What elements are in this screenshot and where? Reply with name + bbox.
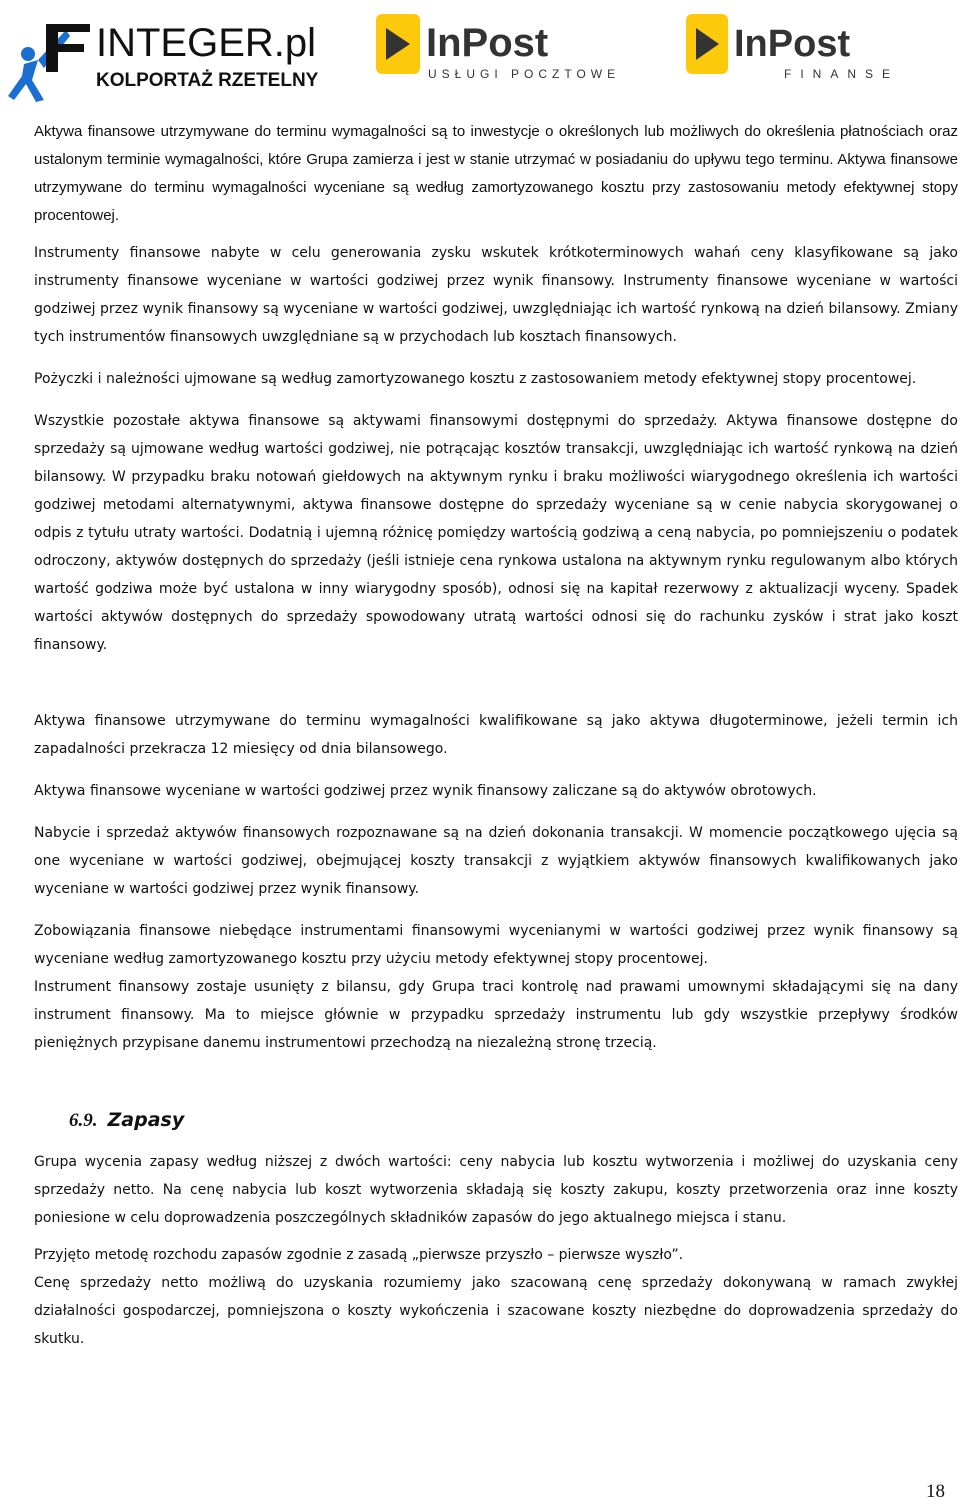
svg-text:INTEGER.pl: INTEGER.pl <box>96 21 317 65</box>
document-body <box>34 118 958 1353</box>
paragraph: Zobowiązania finansowe niebędące instrumentami finansowymi wycenianymi w wartości godziwej przez wynik finansowy są wyceniane według zamortyzowanego kosztu przy użyciu metody efektywnej stopy procentowej. <box>34 923 958 967</box>
paragraph: Pożyczki i należności ujmowane są według zamortyzowanego kosztu z zastosowaniem metody efektywnej stopy procentowej. <box>34 371 917 387</box>
paragraph: Przyjęto metodę rozchodu zapasów zgodnie z zasadą „pierwsze przyszło – pierwsze wyszło”. <box>34 1247 684 1263</box>
svg-text:USŁUGI POCZTOWE: USŁUGI POCZTOWE <box>428 67 621 81</box>
integer-logo <box>4 10 334 105</box>
page-header <box>0 0 960 110</box>
paragraph: Cenę sprzedaży netto możliwą do uzyskania rozumiemy jako szacowaną cenę sprzedaży dokonywaną w ramach zwykłej działalności gospodarczej, pomniejszona o koszty wykończenia i szacowane koszty niezbędne do doprowadzenia sprzedaży do skutku. <box>34 1275 958 1347</box>
svg-text:InPost: InPost <box>426 21 549 65</box>
section-number: 6.9. <box>69 1110 98 1131</box>
paragraph: Nabycie i sprzedaż aktywów finansowych rozpoznawane są na dzień dokonania transakcji. W momencie początkowego ujęcia są one wyceniane w wartości godziwej, obejmującej koszty transakcji z wyjątkiem aktywów finansowych kwalifikowanych jako wyceniane w wartości godziwej przez wynik finansowy. <box>34 825 958 897</box>
svg-text:FINANSE: FINANSE <box>784 67 900 81</box>
paragraph: Aktywa finansowe utrzymywane do terminu wymagalności kwalifikowane są jako aktywa długoterminowe, jeżeli termin ich zapadalności przekracza 12 miesięcy od dnia bilansowego. <box>34 713 958 757</box>
paragraph: Aktywa finansowe wyceniane w wartości godziwej przez wynik finansowy zaliczane są do aktywów obrotowych. <box>34 783 817 799</box>
paragraph: Aktywa finansowe utrzymywane do terminu wymagalności są to inwestycje o określonych lub możliwych do określenia płatnościach oraz ustalonym terminie wymagalności, które Grupa zamierza i jest w stanie utrzymać w posiadaniu do upływu tego terminu. Aktywa finansowe utrzymywane do terminu wymagalności wyceniane są według zamortyzowanego kosztu przy zastosowaniu metody efektywnej stopy procentowej. <box>34 123 958 224</box>
section-heading <box>69 1109 958 1132</box>
paragraph: Grupa wycenia zapasy według niższej z dwóch wartości: ceny nabycia lub kosztu wytworzenia i możliwej do uzyskania ceny sprzedaży netto. Na cenę nabycia lub koszt wytworzenia składają się koszty zakupu, koszty przetworzenia oraz inne koszty poniesione w celu doprowadzenia poszczególnych składników zapasów do jego aktualnego miejsca i stanu. <box>34 1154 958 1226</box>
inpost-finanse-logo <box>686 14 926 82</box>
page-number: 18 <box>926 1481 945 1502</box>
paragraph: Instrumenty finansowe nabyte w celu generowania zysku wskutek krótkoterminowych wahań ceny klasyfikowane są jako instrumenty finansowe wyceniane w wartości godziwej przez wynik finansowy. Instrumenty finansowe wyceniane w wartości godziwej przez wynik finansowy są wyceniane w wartości godziwej, uwzględniając ich wartość rynkową na dzień bilansowy. Zmiany tych instrumentów finansowych uwzględniane są w przychodach lub kosztach finansowych. <box>34 245 958 345</box>
svg-text:InPost: InPost <box>734 23 851 65</box>
section-title: Zapasy <box>107 1109 185 1131</box>
inpost-uslugi-logo <box>376 14 628 82</box>
svg-text:KOLPORTAŻ RZETELNY: KOLPORTAŻ RZETELNY <box>96 70 319 91</box>
paragraph: Wszystkie pozostałe aktywa finansowe są aktywami finansowymi dostępnymi do sprzedaży. Aktywa finansowe dostępne do sprzedaży są ujmowane według wartości godziwej, nie potrącając kosztów transakcji, uwzględniając ich wartość rynkową na dzień bilansowy. W przypadku braku notowań giełdowych na aktywnym rynku i braku możliwości wiarygodnego określenia ich wartości godziwej metodami alternatywnymi, aktywa finansowe dostępne do sprzedaży wyceniane są w cenie nabycia skorygowanej o odpis z tytułu utraty wartości. Dodatnią i ujemną różnicę pomiędzy wartością godziwą a ceną nabycia, po pomniejszeniu o podatek odroczony, aktywów dostępnych do sprzedaży (jeśli istnieje cena rynkowa ustalona na aktywnym rynku regulowanym albo których wartość godziwa może być ustalona w inny wiarygodny sposób), odnosi się na kapitał rezerwowy z aktualizacji wyceny. Spadek wartości aktywów dostępnych do sprzedaży spowodowany utratą wartości odnosi się do rachunku zysków i strat jako koszt finansowy. <box>34 413 958 653</box>
paragraph: Instrument finansowy zostaje usunięty z bilansu, gdy Grupa traci kontrolę nad prawami umownymi składającymi się na dany instrument finansowy. Ma to miejsce głównie w przypadku sprzedaży instrumentu lub gdy wszystkie przepływy środków pieniężnych przypisane danemu instrumentowi przechodzą na niezależną stronę trzecią. <box>34 979 958 1051</box>
